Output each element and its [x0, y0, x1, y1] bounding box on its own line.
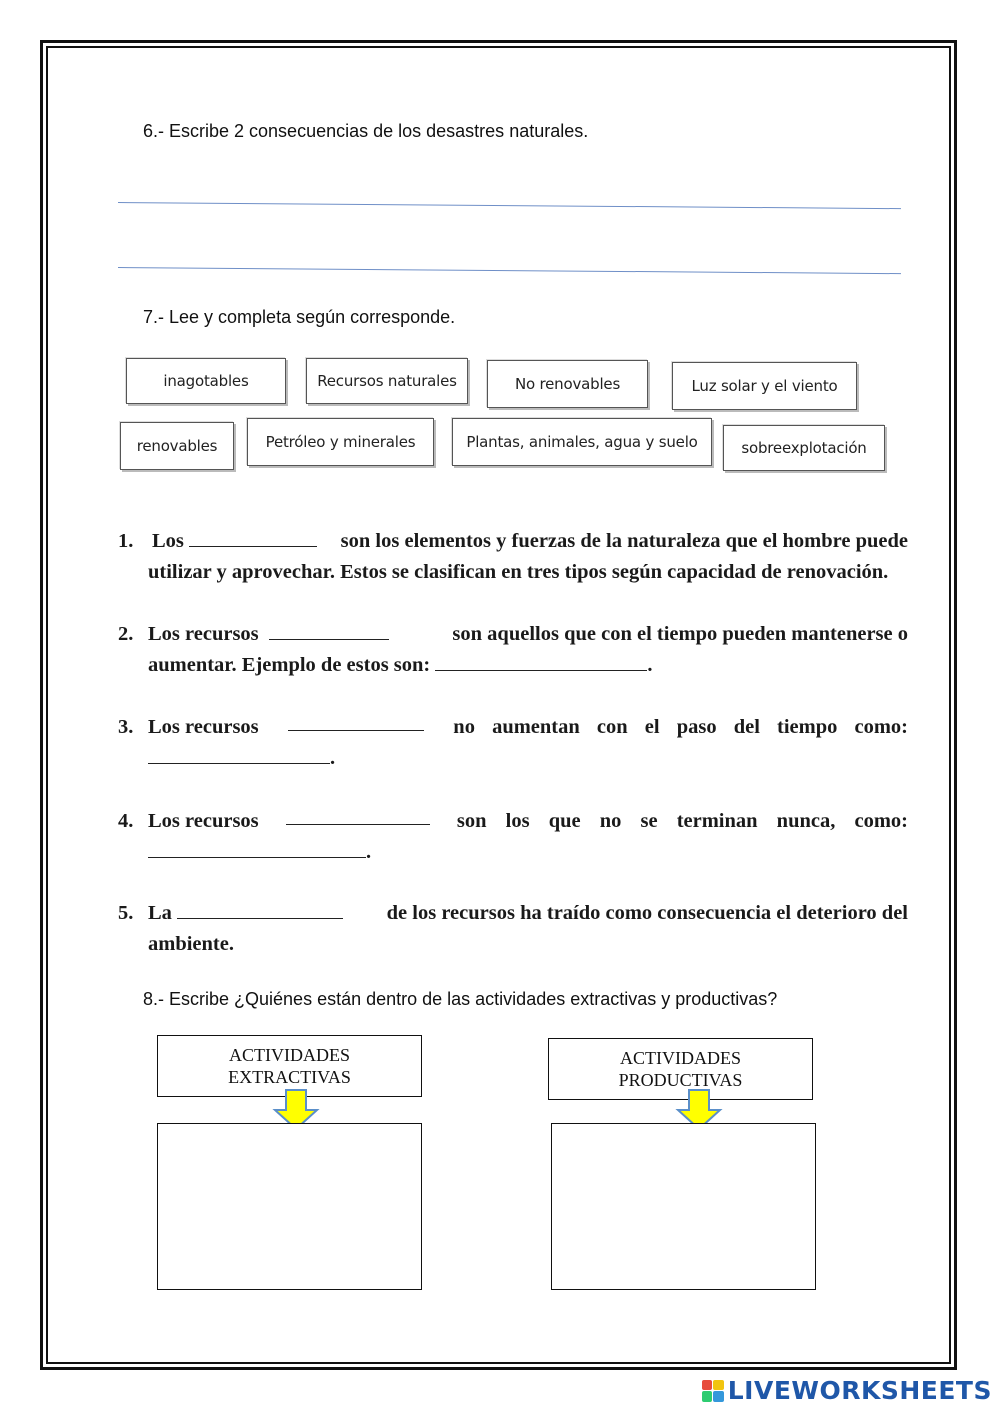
word-box[interactable]: Petróleo y minerales [247, 418, 434, 466]
brand-name: LIVEWORKSHEETS [727, 1376, 992, 1405]
question-6-title: 6.- Escribe 2 consecuencias de los desastres naturales. [143, 121, 589, 141]
word-box[interactable]: Luz solar y el viento [672, 362, 857, 410]
word-box[interactable]: Recursos naturales [306, 358, 468, 404]
extractive-label-line2: EXTRACTIVAS [228, 1067, 351, 1087]
item-text: de los recursos ha traído como consecuencia el deterioro del [386, 902, 908, 924]
blank-field[interactable] [435, 652, 647, 671]
blank-field[interactable] [288, 712, 424, 731]
fill-item-1 [118, 526, 908, 588]
item-text: son aquellos que con el tiempo pueden mantenerse o [452, 623, 908, 645]
item-text: son los elementos y fuerzas de la naturaleza que el hombre puede [340, 530, 908, 552]
fill-item-3: 3. Los recursos no aumentan con el paso del tiempo como: . [118, 712, 908, 774]
item-text: Los recursos [148, 623, 259, 645]
blank-field[interactable] [269, 621, 389, 640]
item-text: aumentar. Ejemplo de estos son: [148, 654, 431, 676]
liveworksheets-icon [702, 1380, 724, 1402]
productive-answer-box[interactable] [551, 1123, 816, 1290]
item-text: Los recursos [148, 716, 259, 738]
item-number: 3. [118, 716, 134, 738]
word-box[interactable]: inagotables [126, 358, 286, 404]
liveworksheets-logo[interactable] [702, 1376, 992, 1405]
fill-item-2: 2. Los recursos son aquellos que con el tiempo pueden mantenerse o aumentar. Ejemplo de estos son: . [118, 619, 908, 681]
question-7-title: 7.- Lee y completa según corresponde. [143, 307, 456, 327]
word-box[interactable]: No renovables [487, 360, 648, 408]
word-box[interactable]: renovables [120, 422, 234, 470]
blank-field[interactable] [189, 528, 317, 547]
item-text: ambiente. [148, 933, 234, 955]
item-number: 4. [118, 810, 134, 832]
item-number: 1. [118, 530, 134, 552]
blank-field[interactable] [148, 745, 330, 764]
productive-label-line1: ACTIVIDADES [620, 1048, 741, 1068]
word-box[interactable]: Plantas, animales, agua y suelo [452, 418, 712, 466]
productive-label-line2: PRODUCTIVAS [618, 1070, 743, 1090]
extractive-label-line1: ACTIVIDADES [229, 1045, 350, 1065]
item-text: Los recursos [148, 810, 259, 832]
item-text: son los que no se terminan nunca, como: [456, 810, 908, 832]
blank-field[interactable] [148, 839, 366, 858]
item-number: 5. [118, 902, 134, 924]
item-text: La [148, 902, 172, 924]
item-number: 2. [118, 623, 134, 645]
extractive-answer-box[interactable] [157, 1123, 422, 1290]
item-text: Los [152, 530, 184, 552]
blank-field[interactable] [177, 900, 343, 919]
question-8-title: 8.- Escribe ¿Quiénes están dentro de las actividades extractivas y productivas? [143, 989, 778, 1009]
word-box[interactable]: sobreexplotación [723, 425, 885, 471]
item-text: utilizar y aprovechar. Estos se clasifican en tres tipos según capacidad de renovación. [148, 561, 889, 583]
blank-field[interactable] [286, 806, 430, 825]
item-text: no aumentan con el paso del tiempo como: [453, 716, 908, 738]
fill-item-4: 4. Los recursos son los que no se terminan nunca, como: . [118, 806, 908, 868]
fill-item-5 [118, 898, 908, 960]
